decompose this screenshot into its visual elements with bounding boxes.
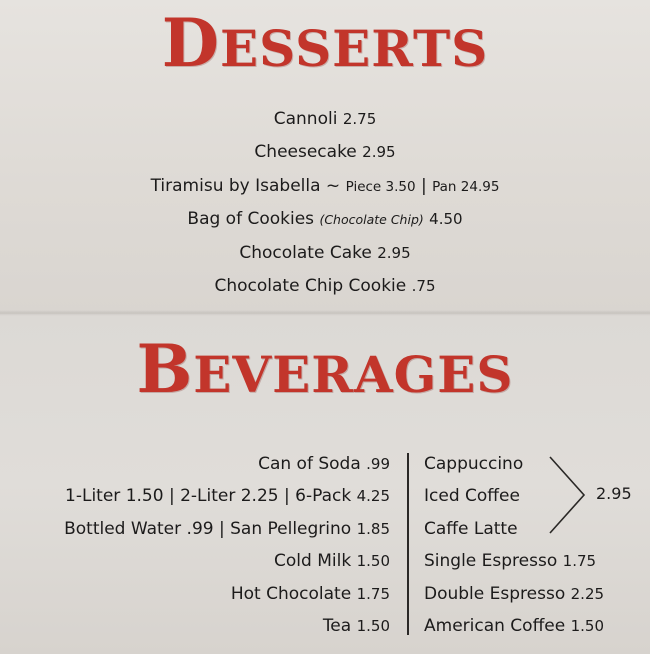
beverage-price: 1.50 [356, 616, 390, 635]
dessert-price: 2.95 [377, 243, 411, 262]
desserts-heading-rest: ESSERTS [219, 19, 489, 78]
dessert-item-tiramisu [0, 173, 650, 206]
beverage-price: 4.25 [356, 487, 390, 506]
beverage-item-tea [0, 612, 390, 644]
beverage-item-cold-milk [0, 547, 390, 579]
beverage-name: Cold Milk [274, 551, 352, 572]
beverage-item-single-espresso [424, 547, 650, 579]
beverage-item-cappuccino [424, 450, 650, 482]
dessert-name: Tiramisu by Isabella ~ [150, 175, 341, 196]
beverage-item-bottles [0, 482, 390, 514]
dessert-item-chocolate-cake [0, 240, 650, 273]
beverage-price: 1.75 [356, 584, 390, 603]
beverage-name: American Coffee [424, 615, 566, 636]
dessert-name: Bag of Cookies [187, 209, 315, 230]
beverages-left-column [0, 450, 390, 644]
dessert-name: Cannoli [273, 109, 338, 129]
beverage-item-american-coffee [424, 612, 650, 644]
beverage-price: 1.50 [570, 616, 605, 635]
dessert-price: 4.50 [429, 210, 463, 229]
dessert-item-cheesecake [0, 139, 650, 172]
dessert-item-bag-of-cookies [0, 206, 650, 239]
column-divider [407, 453, 409, 635]
beverage-price: 2.25 [570, 584, 605, 603]
grouped-coffee-price: 2.95 [596, 484, 632, 503]
beverage-name: Can of Soda [258, 454, 361, 474]
desserts-heading [0, 4, 650, 82]
beverages-right-column [424, 450, 650, 644]
desserts-heading-initial: D [161, 4, 220, 82]
beverage-name: Bottled Water .99 | San Pellegrino [64, 518, 352, 539]
beverage-item-caffe-latte [424, 515, 650, 547]
beverage-item-water [0, 515, 390, 547]
dessert-price: 2.75 [342, 110, 377, 128]
beverages-heading [0, 330, 650, 408]
beverage-name: Single Espresso [424, 551, 558, 572]
grouping-bracket-icon [548, 455, 588, 535]
beverages-heading-rest: EVERAGES [193, 345, 514, 404]
beverage-name: Cappuccino [424, 454, 524, 474]
beverages-heading-initial: B [136, 330, 194, 408]
dessert-option-separator: | [420, 175, 427, 196]
dessert-option-piece: Piece 3.50 [345, 178, 416, 195]
beverage-name: Iced Coffee [424, 486, 520, 507]
dessert-name: Cheesecake [254, 142, 357, 163]
dessert-name: Chocolate Cake [239, 242, 372, 263]
beverage-item-double-espresso [424, 580, 650, 612]
dessert-item-cannoli [0, 106, 650, 139]
beverage-name: 1-Liter 1.50 | 2-Liter 2.25 | 6-Pack [65, 486, 352, 507]
beverage-name: Double Espresso [424, 583, 566, 604]
dessert-item-chocolate-chip-cookie [0, 273, 650, 306]
panel-seam [0, 310, 650, 316]
dessert-name: Chocolate Chip Cookie [214, 275, 407, 296]
desserts-list [0, 106, 650, 306]
dessert-option-pan: Pan 24.95 [432, 178, 500, 195]
beverage-item-can-of-soda [0, 450, 390, 482]
beverage-name: Caffe Latte [424, 518, 518, 539]
beverage-price: 1.85 [356, 519, 390, 538]
beverage-name: Hot Chocolate [230, 583, 352, 604]
beverage-item-hot-chocolate [0, 580, 390, 612]
beverage-price: 1.75 [562, 552, 597, 571]
beverage-name: Tea [322, 615, 352, 636]
beverage-price: 1.50 [356, 552, 390, 571]
beverage-price: .99 [366, 455, 390, 473]
dessert-price: 2.95 [362, 143, 396, 162]
dessert-note: (Chocolate Chip) [319, 212, 424, 228]
dessert-price: .75 [411, 276, 436, 295]
